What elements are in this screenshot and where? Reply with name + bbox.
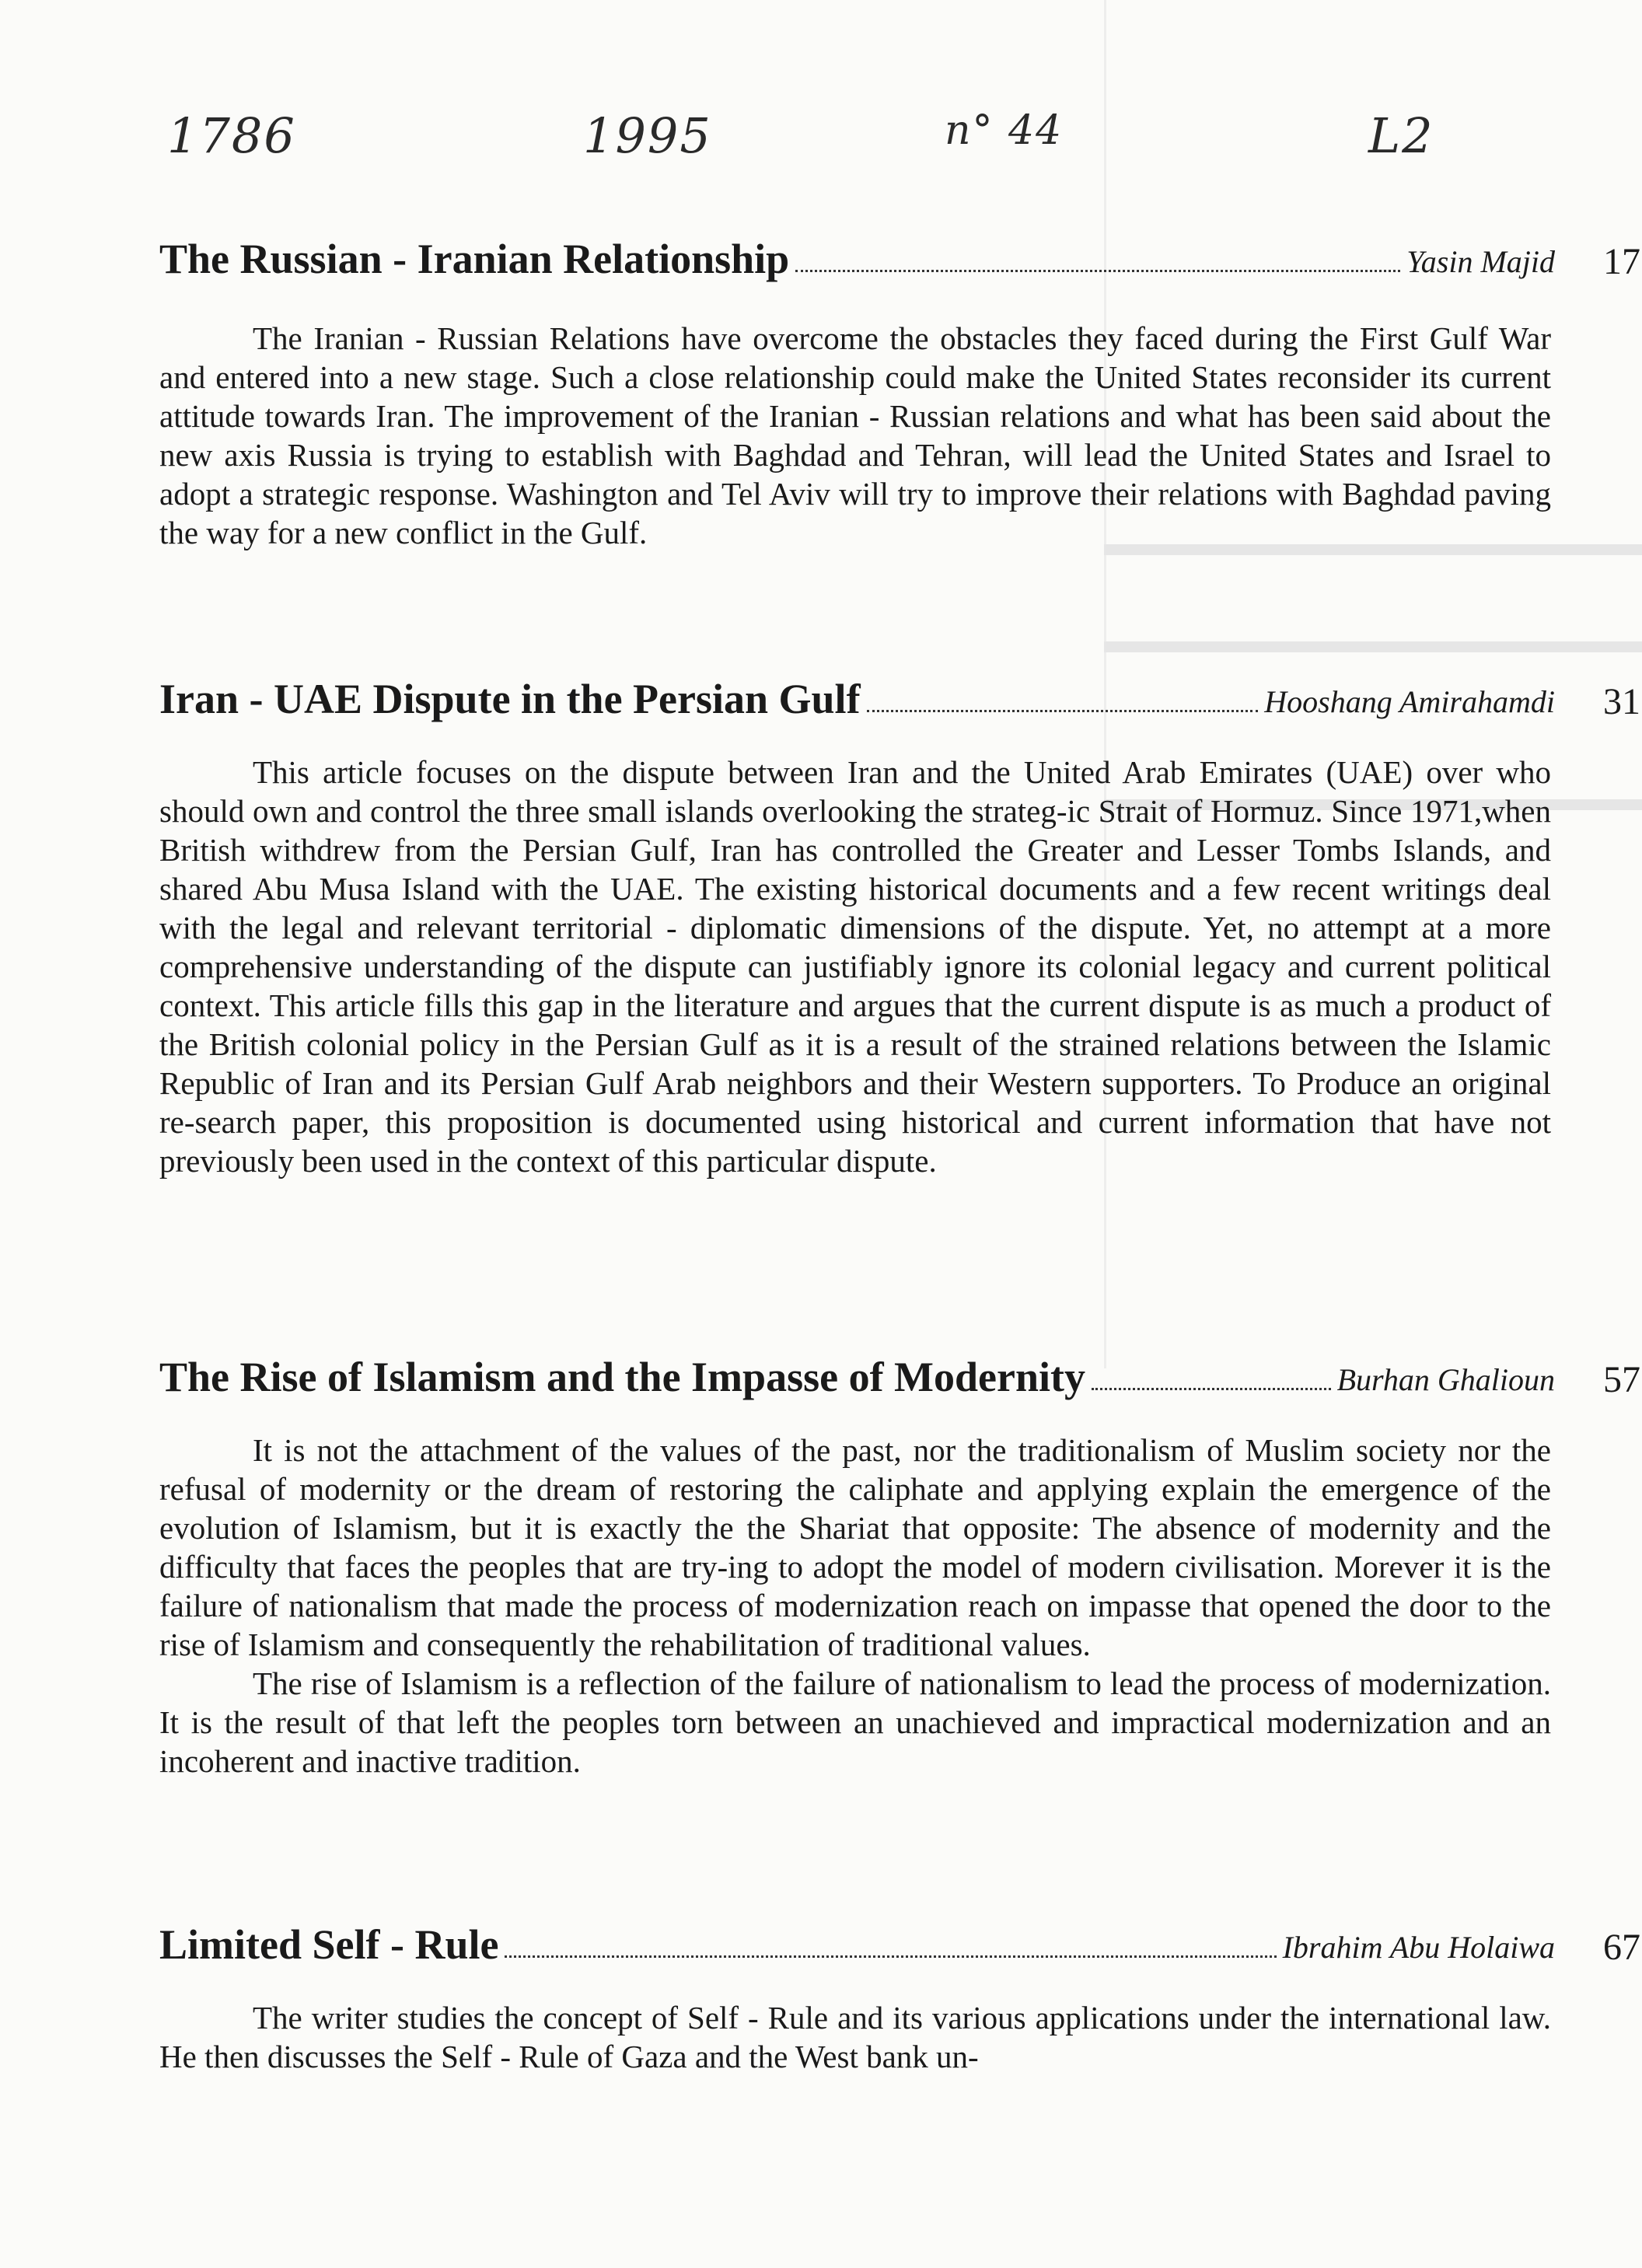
article-heading [159,1345,1640,1401]
article-abstract [159,319,1551,552]
article-title: The Russian - Iranian Relationship [159,236,790,282]
article-author: Yasin Majid [1406,244,1555,279]
abstract-paragraph: This article focuses on the dispute between Iran and the United Arab Emirates (UAE) over who should own and control the three small islands overlooking the strateg-ic Strait of Hormuz. Since 1971,when British withdrew from the Persian Gulf, Iran has controlled the Greater and Lesser Tombs Islands, and shared Abu Musa Island with the UAE. The existing historical documents and a few recent writings deal with the legal and relevant territorial - diplomatic dimensions of the dispute. Yet, no attempt at a more comprehensive understanding of the dispute can justifiably ignore its colonial legacy and current political context. This article fills this gap in the literature and argues that the current dispute is as much a product of the British colonial policy in the Persian Gulf as it is a result of the strained relations between the Islamic Republic of Iran and its Persian Gulf Arab neighbors and their Western supporters. To Produce an original re-search paper, this proposition is documented using historical and current information that have not previously been used in the context of this particular dispute. [159,754,1551,1179]
abstract-paragraph: The rise of Islamism is a reflection of the failure of nationalism to lead the process of modernization. It is the result of that left the peoples torn between an unachieved and impractical modernization and an incoherent and inactive tradition. [159,1665,1551,1779]
dot-leader [795,270,1400,272]
page-number: 67 [1603,1927,1640,1968]
dot-leader [505,1955,1276,1958]
handwritten-issue: n° 44 [945,107,1064,154]
page-number: 17 [1603,241,1640,282]
abstract-paragraph: The writer studies the concept of Self - Rule and its various applications under the international law. He then discusses the Self - Rule of Gaza and the West bank un- [159,2000,1551,2074]
dot-leader [867,710,1259,712]
article-heading [159,227,1640,283]
handwritten-catalog-number: 1786 [167,107,296,164]
abstract-paragraph: It is not the attachment of the values of the past, nor the traditionalism of Muslim society nor the refusal of modernity or the dream of restoring the caliphate and applying explain the emergence of the evolution of Islamism, but it is exactly the the Shariat that opposite: The absence of modernity and the difficulty that faces the peoples that are try-ing to adopt the model of modern civilisation. Morever it is the failure of nationalism that made the process of modernization reach on impasse that opened the door to the rise of Islamism and consequently the rehabilitation of traditional values. [159,1432,1551,1662]
article-heading [159,1913,1640,1969]
article-abstract [159,1998,1551,2076]
page-number: 57 [1603,1359,1640,1400]
handwritten-year: 1995 [583,107,712,164]
article-author: Burhan Ghalioun [1336,1362,1555,1397]
bleed-through-rule [1104,641,1642,652]
article-title: The Rise of Islamism and the Impasse of Modernity [159,1354,1086,1400]
article-heading [159,667,1640,723]
article-abstract [159,1431,1551,1781]
abstract-paragraph: The Iranian - Russian Relations have overcome the obstacles they faced during the First Gulf War and entered into a new stage. Such a close relationship could make the United States reconsider its current attitude towards Iran. The improvement of the Iranian - Russian relations and what has been said about the new axis Russia is trying to establish with Baghdad and Tehran, will lead the United States and Israel to adopt a strategic response. Washington and Tel Aviv will try to improve their relations with Baghdad paving the way for a new conflict in the Gulf. [159,320,1551,550]
article-title: Limited Self - Rule [159,1921,499,1968]
dot-leader [1092,1388,1331,1390]
article-abstract [159,753,1551,1180]
handwritten-code: L2 [1368,107,1434,164]
article-title: Iran - UAE Dispute in the Persian Gulf [159,676,861,722]
page-number: 31 [1603,681,1640,722]
article-author: Ibrahim Abu Holaiwa [1282,1930,1555,1965]
article-author: Hooshang Amirahamdi [1264,684,1555,719]
